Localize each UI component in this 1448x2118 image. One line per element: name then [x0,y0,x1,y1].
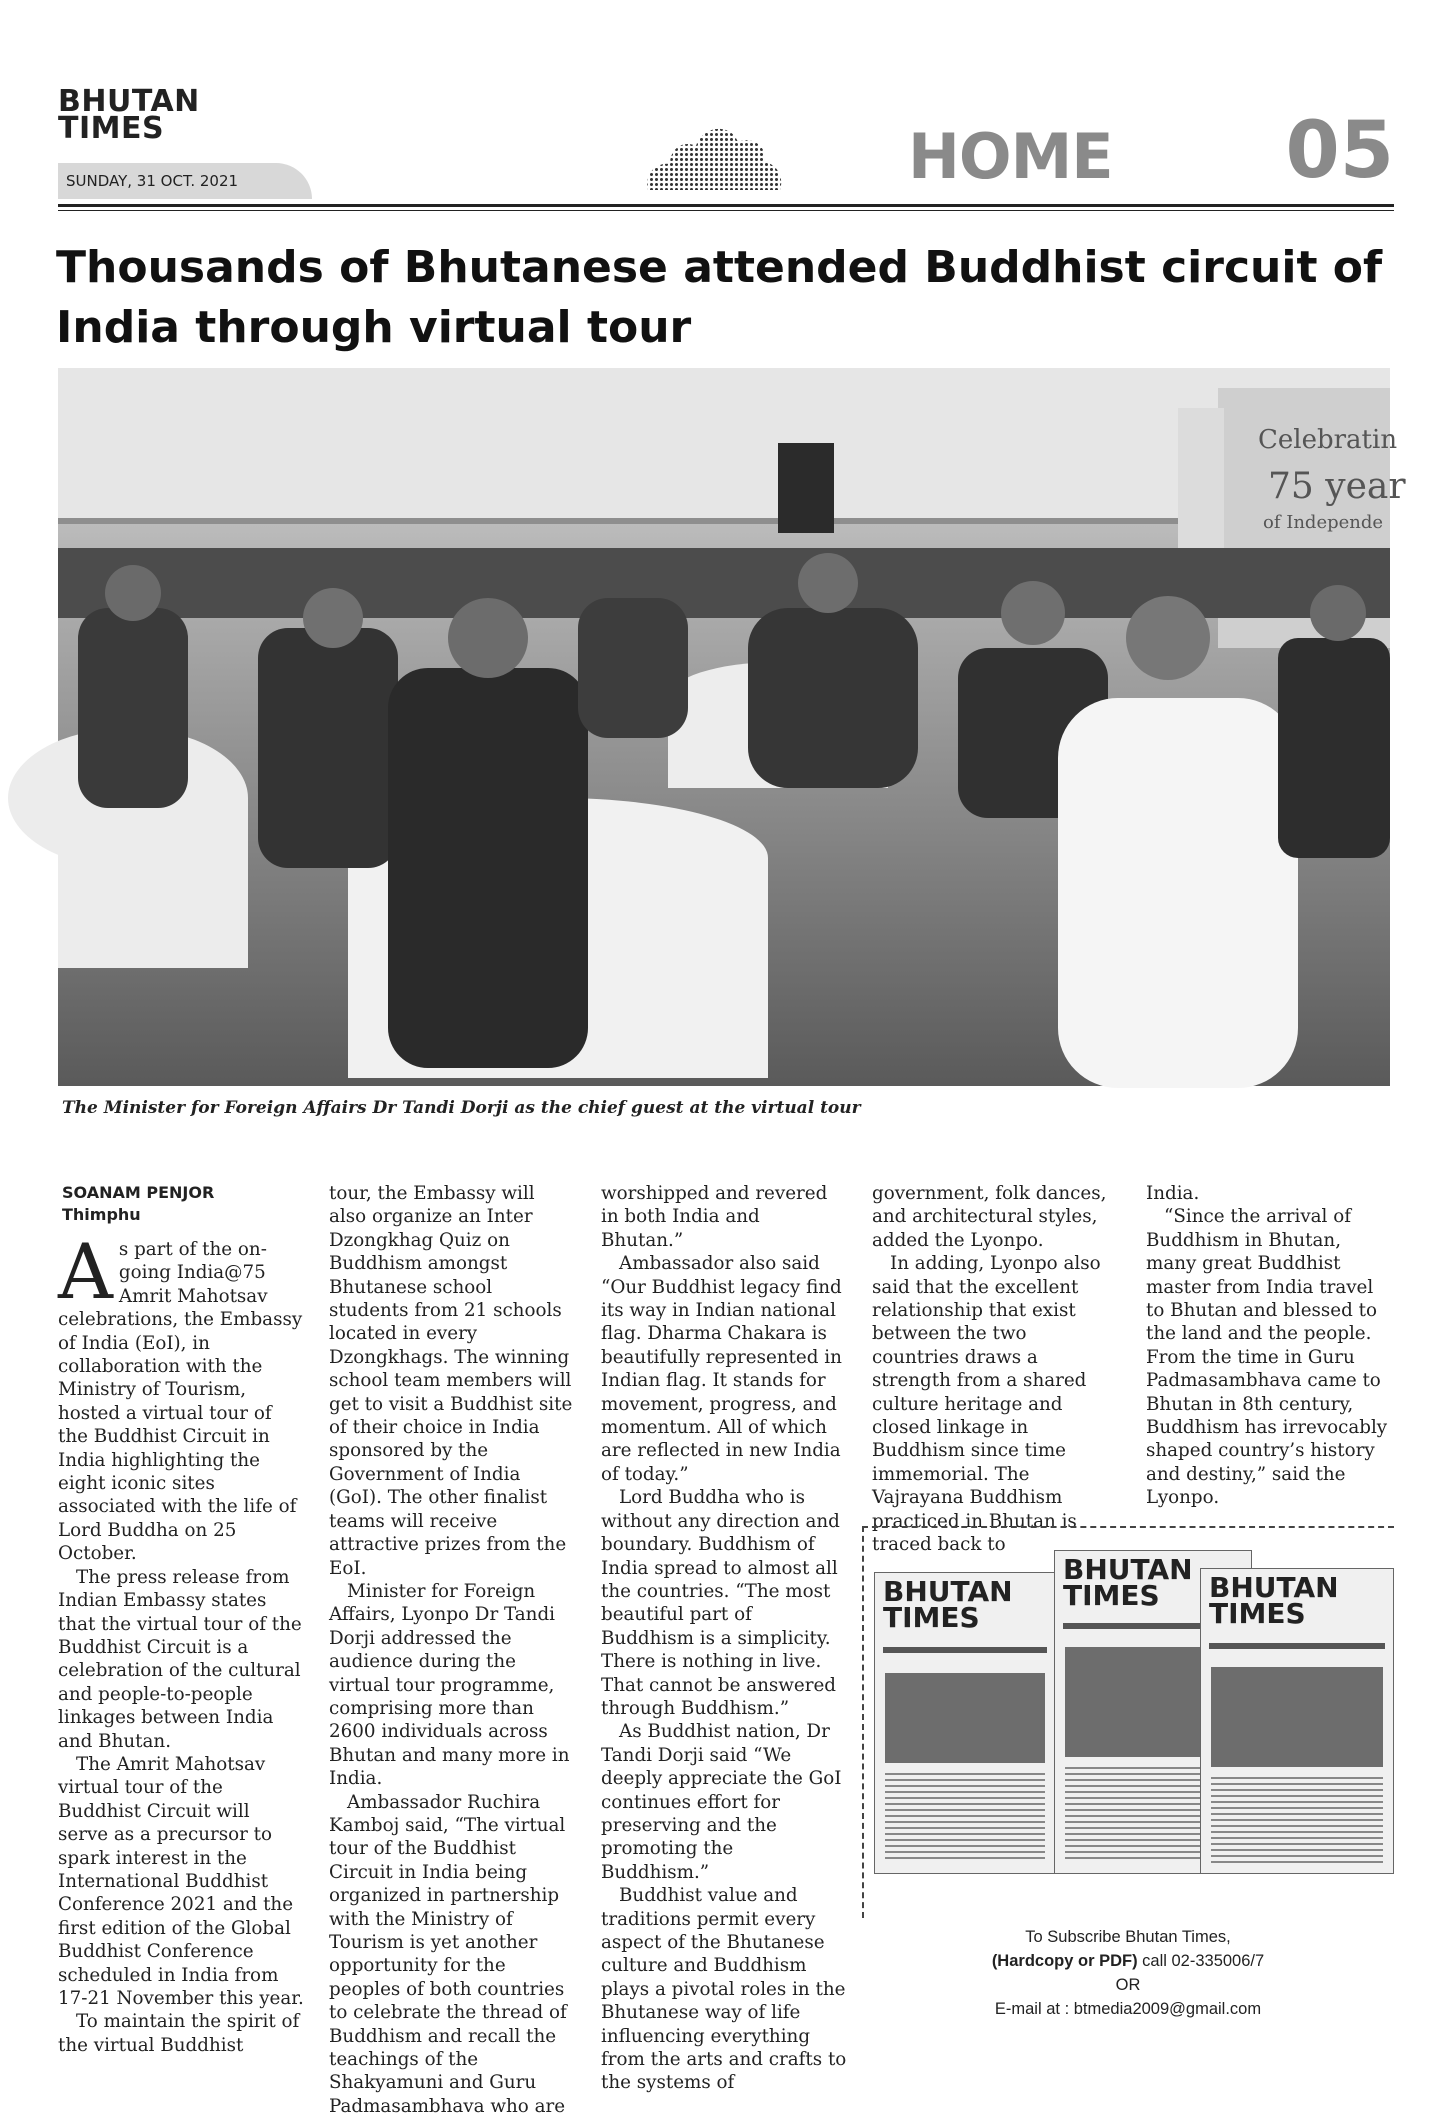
logo-line-1: BHUTAN [58,84,200,119]
masthead-rule [58,204,1394,207]
svg-text:of Independe: of Independe [1263,512,1384,533]
article-headline: Thousands of Bhutanese attended Buddhist circuit of India through virtual tour [56,242,1383,353]
paragraph: worshipped and revered in both India and Bhutan.” [601,1183,828,1251]
paragraph: Buddhist value and traditions permit every aspect of the Bhutanese culture and Buddhism plays a pivotal roles in the Bhutanese way of life influencing everything from the arts and crafts to the systems of [601,1885,847,2094]
paragraph: Ambassador Ruchira Kamboj said, “The virtual tour of the Buddhist Circuit in India being organized in partnership with the Ministry of Tourism is yet another opportunity for the peoples of both countries to celebrate the thread of Buddhism and recall the teachings of the Shakyamuni and Guru Padmasambhava who are [329,1791,567,2117]
article-column-2 [329,1182,575,2118]
article-column-4 [872,1182,1118,1557]
newspaper-cover: BHUTAN TIMES [1200,1568,1394,1874]
svg-text:Celebratin: Celebratin [1258,425,1398,455]
paragraph: As part of the on-going India@75 Amrit Mahotsav celebrations, the Embassy of India (EoI), in collaboration with the Ministry of Tourism, hosted a virtual tour of the Buddhist Circuit in India highlighting the eight iconic sites associated with the life of Lord Buddha on 25 October. [58,1227,303,1565]
svg-text:75 year: 75 year [1268,466,1406,507]
paragraph: The press release from Indian Embassy states that the virtual tour of the Buddhist Circuit is a celebration of the cultural and people-to-people linkages between India and Bhutan. [58,1566,302,1752]
paragraph: The Amrit Mahotsav virtual tour of the Buddhist Circuit will serve as a precursor to spark interest in the International Buddhist Conference 2021 and the first edition of the Global Buddhist Conference scheduled in India from 17-21 November this year. [58,1753,304,2009]
subscribe-email: E-mail at : btmedia2009@gmail.com [994,2000,1262,2018]
newspaper-cover: BHUTAN TIMES [1054,1550,1252,1874]
paragraph: Minister for Foreign Affairs, Lyonpo Dr Tandi Dorji addressed the audience during the virtual tour programme, comprising more than 2600 individuals across Bhutan and many more in India. [329,1580,570,1790]
page-number: 05 [1285,106,1394,196]
paragraph: In adding, Lyonpo also said that the excellent relationship that exist between the two countries draws a strength from a shared culture heritage and closed linkage in Buddhism since time immemorial. The Vajrayana Buddhism practiced in Bhutan is traced back to [872,1253,1101,1556]
article-column-3 [601,1182,847,2095]
subscribe-or: OR [1115,1976,1141,1994]
article-column-5 [1146,1182,1392,1510]
article-photo [58,368,1406,1086]
paragraph: “Since the arrival of Buddhism in Bhutan, many great Buddhist master from India travel to Bhutan and blessed to the land and the people. From the time in Guru Padmasambhava came to Bhutan in 8th century, Buddhism has irrevocably shaped country’s history and destiny,” said the Lyonpo. [1146,1206,1388,1509]
photo-caption: The Minister for Foreign Affairs Dr Tandi Dorji as the chief guest at the virtual tour [62,1098,861,1118]
paragraph: India. [1146,1183,1200,1204]
subscribe-options: (Hardcopy or PDF) call 02-335006/7 [991,1952,1265,1970]
byline-location: Thimphu [62,1205,141,1224]
section-name: HOME [908,120,1113,193]
drop-cap: A [58,1227,113,1316]
paragraph: Lord Buddha who is without any direction and boundary. Buddhism of India spread to almost all the countries. “The most beautiful part of Buddhism is a simplicity. There is nothing in live. That cannot be answered through Buddhism.” [601,1487,840,1719]
article-column-1 [58,1182,304,2057]
paragraph: tour, the Embassy will also organize an Inter Dzongkhag Quiz on Buddhism amongst Bhutanese school students from 21 schools located in every Dzongkhags. The winning school team members will get to visit a Buddhist site of their choice in India sponsored by the Government of India (GoI). The other finalist teams will receive attractive prizes from the EoI. [329,1183,573,1579]
masthead-rule-thin [58,210,1394,211]
dotted-cloud-ornament [644,112,784,194]
paragraph: Ambassador also said “Our Buddhist legacy find its way in Indian national flag. Dharma Chakara is beautifully represented in Indian flag. It stands for movement, progress, and momentum. All of which are reflected in new India of today.” [601,1253,842,1485]
paragraph: government, folk dances, and architectural styles, added the Lyonpo. [872,1183,1107,1251]
byline-author: SOANAM PENJOR [62,1183,215,1202]
newspaper-logo [58,84,200,146]
issue-date: SUNDAY, 31 OCT. 2021 [58,163,312,199]
paragraph: As Buddhist nation, Dr Tandi Dorji said “We deeply appreciate the GoI continues effort for preserving and the promoting the Buddhism.” [601,1721,842,1883]
paragraph: To maintain the spirit of the virtual Buddhist [58,2011,300,2056]
subscription-ad [862,1526,1394,1918]
newspaper-cover: BHUTAN TIMES [874,1572,1056,1874]
logo-line-2: TIMES [58,111,165,146]
subscribe-text: To Subscribe Bhutan Times, [1025,1928,1231,1946]
